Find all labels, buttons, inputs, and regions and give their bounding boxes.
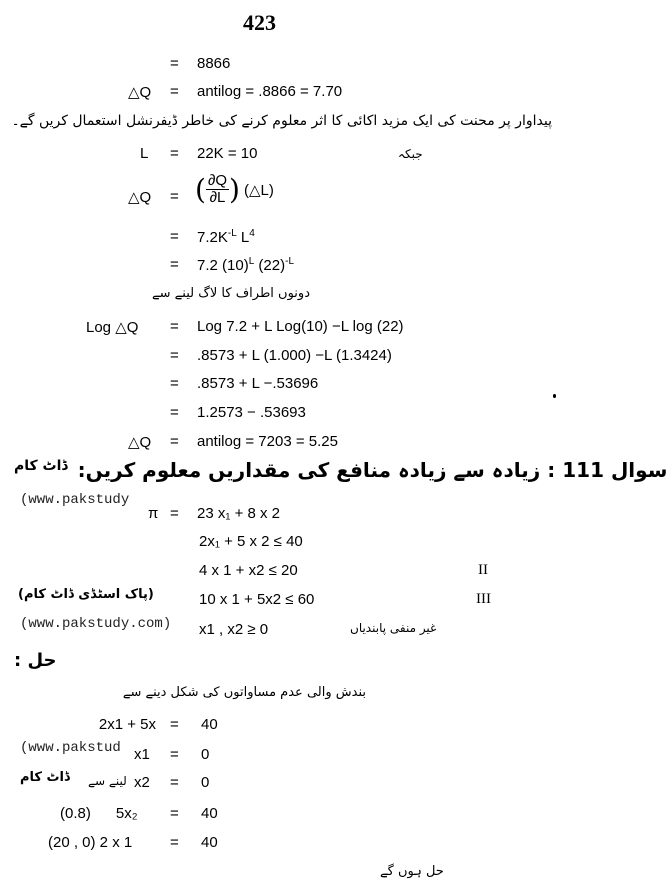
close-paren: )	[229, 173, 240, 206]
term: 7.2 (10)	[197, 257, 249, 274]
equation-rhs: 22K = 10	[197, 145, 258, 162]
watermark-text: ڈاٹ کام	[14, 458, 68, 474]
solution-lhs: (0.8) 5x₂	[60, 805, 138, 822]
constraint-tag: III	[476, 591, 491, 607]
equation-rhs	[197, 256, 294, 274]
watermark-url: (www.pakstudy.com)	[20, 616, 172, 632]
solution-lhs: x1	[134, 746, 150, 763]
equals-sign: =	[170, 347, 179, 364]
constraint: 2x₁ + 5 x 2 ≤ 40	[199, 533, 303, 550]
stray-mark	[553, 394, 556, 398]
equation-rhs: 8866	[197, 55, 231, 72]
solution-lhs: x2	[134, 774, 150, 791]
watermark-url: (www.pakstud	[20, 740, 121, 756]
equation-rhs: 1.2573 − .53693	[197, 404, 306, 421]
page-number: 423	[243, 10, 276, 35]
equals-sign: =	[170, 145, 179, 162]
equals-sign: =	[170, 83, 179, 100]
solution-rhs: 40	[201, 716, 218, 733]
equation-lhs: △Q	[128, 189, 152, 206]
partial-derivative-expression	[195, 173, 274, 206]
equals-sign: =	[170, 55, 179, 72]
solution-rhs: 40	[201, 834, 218, 851]
solution-lhs: 2x1 + 5x	[98, 716, 156, 733]
equals-sign: =	[170, 805, 179, 822]
equation-rhs: .8573 + L (1.000) −L (1.3424)	[197, 347, 392, 364]
exponent: 4	[249, 228, 255, 239]
urdu-text-line: حل ہوں گے	[380, 864, 444, 879]
constraint: 4 x 1 + x2 ≤ 20	[199, 562, 298, 579]
urdu-note: جبکہ	[398, 147, 423, 161]
constraint: 10 x 1 + 5x2 ≤ 60	[199, 591, 315, 608]
objective-rhs: 23 x₁ + 8 x 2	[197, 505, 281, 522]
solution-rhs: 40	[201, 805, 218, 822]
equals-sign: =	[170, 228, 179, 245]
constraint-tag: II	[478, 562, 488, 578]
term: (22)	[254, 257, 286, 274]
delta-l-term: (△L)	[243, 181, 274, 199]
equation-rhs: Log 7.2 + L Log(10) −L log (22)	[197, 318, 404, 335]
exponent: L	[248, 256, 255, 267]
equation-lhs: Log △Q	[86, 319, 139, 336]
constraint: x1 , x2 ≥ 0	[199, 621, 269, 638]
solution-label: حل :	[14, 650, 57, 671]
equation-rhs: antilog = .8866 = 7.70	[197, 83, 343, 100]
solution-rhs: 0	[201, 774, 210, 791]
equals-sign: =	[170, 375, 179, 392]
urdu-text-line: دونوں اطراف کا لاگ لینے سے	[152, 286, 310, 301]
objective-lhs: π	[148, 505, 159, 522]
watermark-text: ڈاٹ کام	[20, 770, 70, 785]
urdu-note: غیر منفی پابندیاں	[350, 621, 437, 635]
equals-sign: =	[170, 188, 179, 205]
question-heading	[14, 458, 667, 482]
urdu-text-line: بندش والی عدم مساواتوں کی شکل دینے سے	[122, 685, 366, 700]
equals-sign: =	[170, 774, 179, 791]
exponent: -L	[227, 228, 237, 239]
watermark-url: (www.pakstudy	[20, 492, 130, 508]
equals-sign: =	[170, 318, 179, 335]
equation-rhs: antilog = 7203 = 5.25	[197, 433, 338, 450]
urdu-note: لینے سے	[88, 774, 127, 788]
equals-sign: =	[170, 404, 179, 421]
open-paren: (	[195, 173, 206, 206]
fraction	[206, 173, 229, 206]
equals-sign: =	[170, 716, 179, 733]
equation-lhs: L	[140, 145, 149, 162]
equals-sign: =	[170, 746, 179, 763]
equals-sign: =	[170, 834, 179, 851]
exponent: -L	[285, 256, 295, 267]
fraction-denominator: ∂L	[209, 189, 226, 206]
question-text: سوال 111 : زیادہ سے زیادہ منافع کی مقداریں معلوم کریں:	[77, 458, 667, 482]
equation-rhs: .8573 + L −.53696	[197, 375, 319, 392]
term: 7.2K	[197, 229, 228, 246]
fraction-numerator: ∂Q	[207, 172, 228, 190]
watermark-text: (پاک اسٹڈی ڈاٹ کام)	[18, 587, 154, 602]
equals-sign: =	[170, 505, 179, 522]
equation-rhs	[197, 228, 255, 246]
urdu-text-line: پیداوار پر محنت کی ایک مزید اکائی کا اثر معلوم کرنے کی خاطر ڈیفرنشل استعمال کریں گے۔	[11, 113, 552, 129]
equation-lhs: △Q	[128, 84, 152, 101]
equals-sign: =	[170, 256, 179, 273]
equals-sign: =	[170, 433, 179, 450]
solution-rhs: 0	[201, 746, 210, 763]
term: L	[236, 229, 250, 246]
solution-lhs: (20 , 0) 2 x 1	[48, 834, 133, 851]
equation-lhs: △Q	[128, 434, 152, 451]
